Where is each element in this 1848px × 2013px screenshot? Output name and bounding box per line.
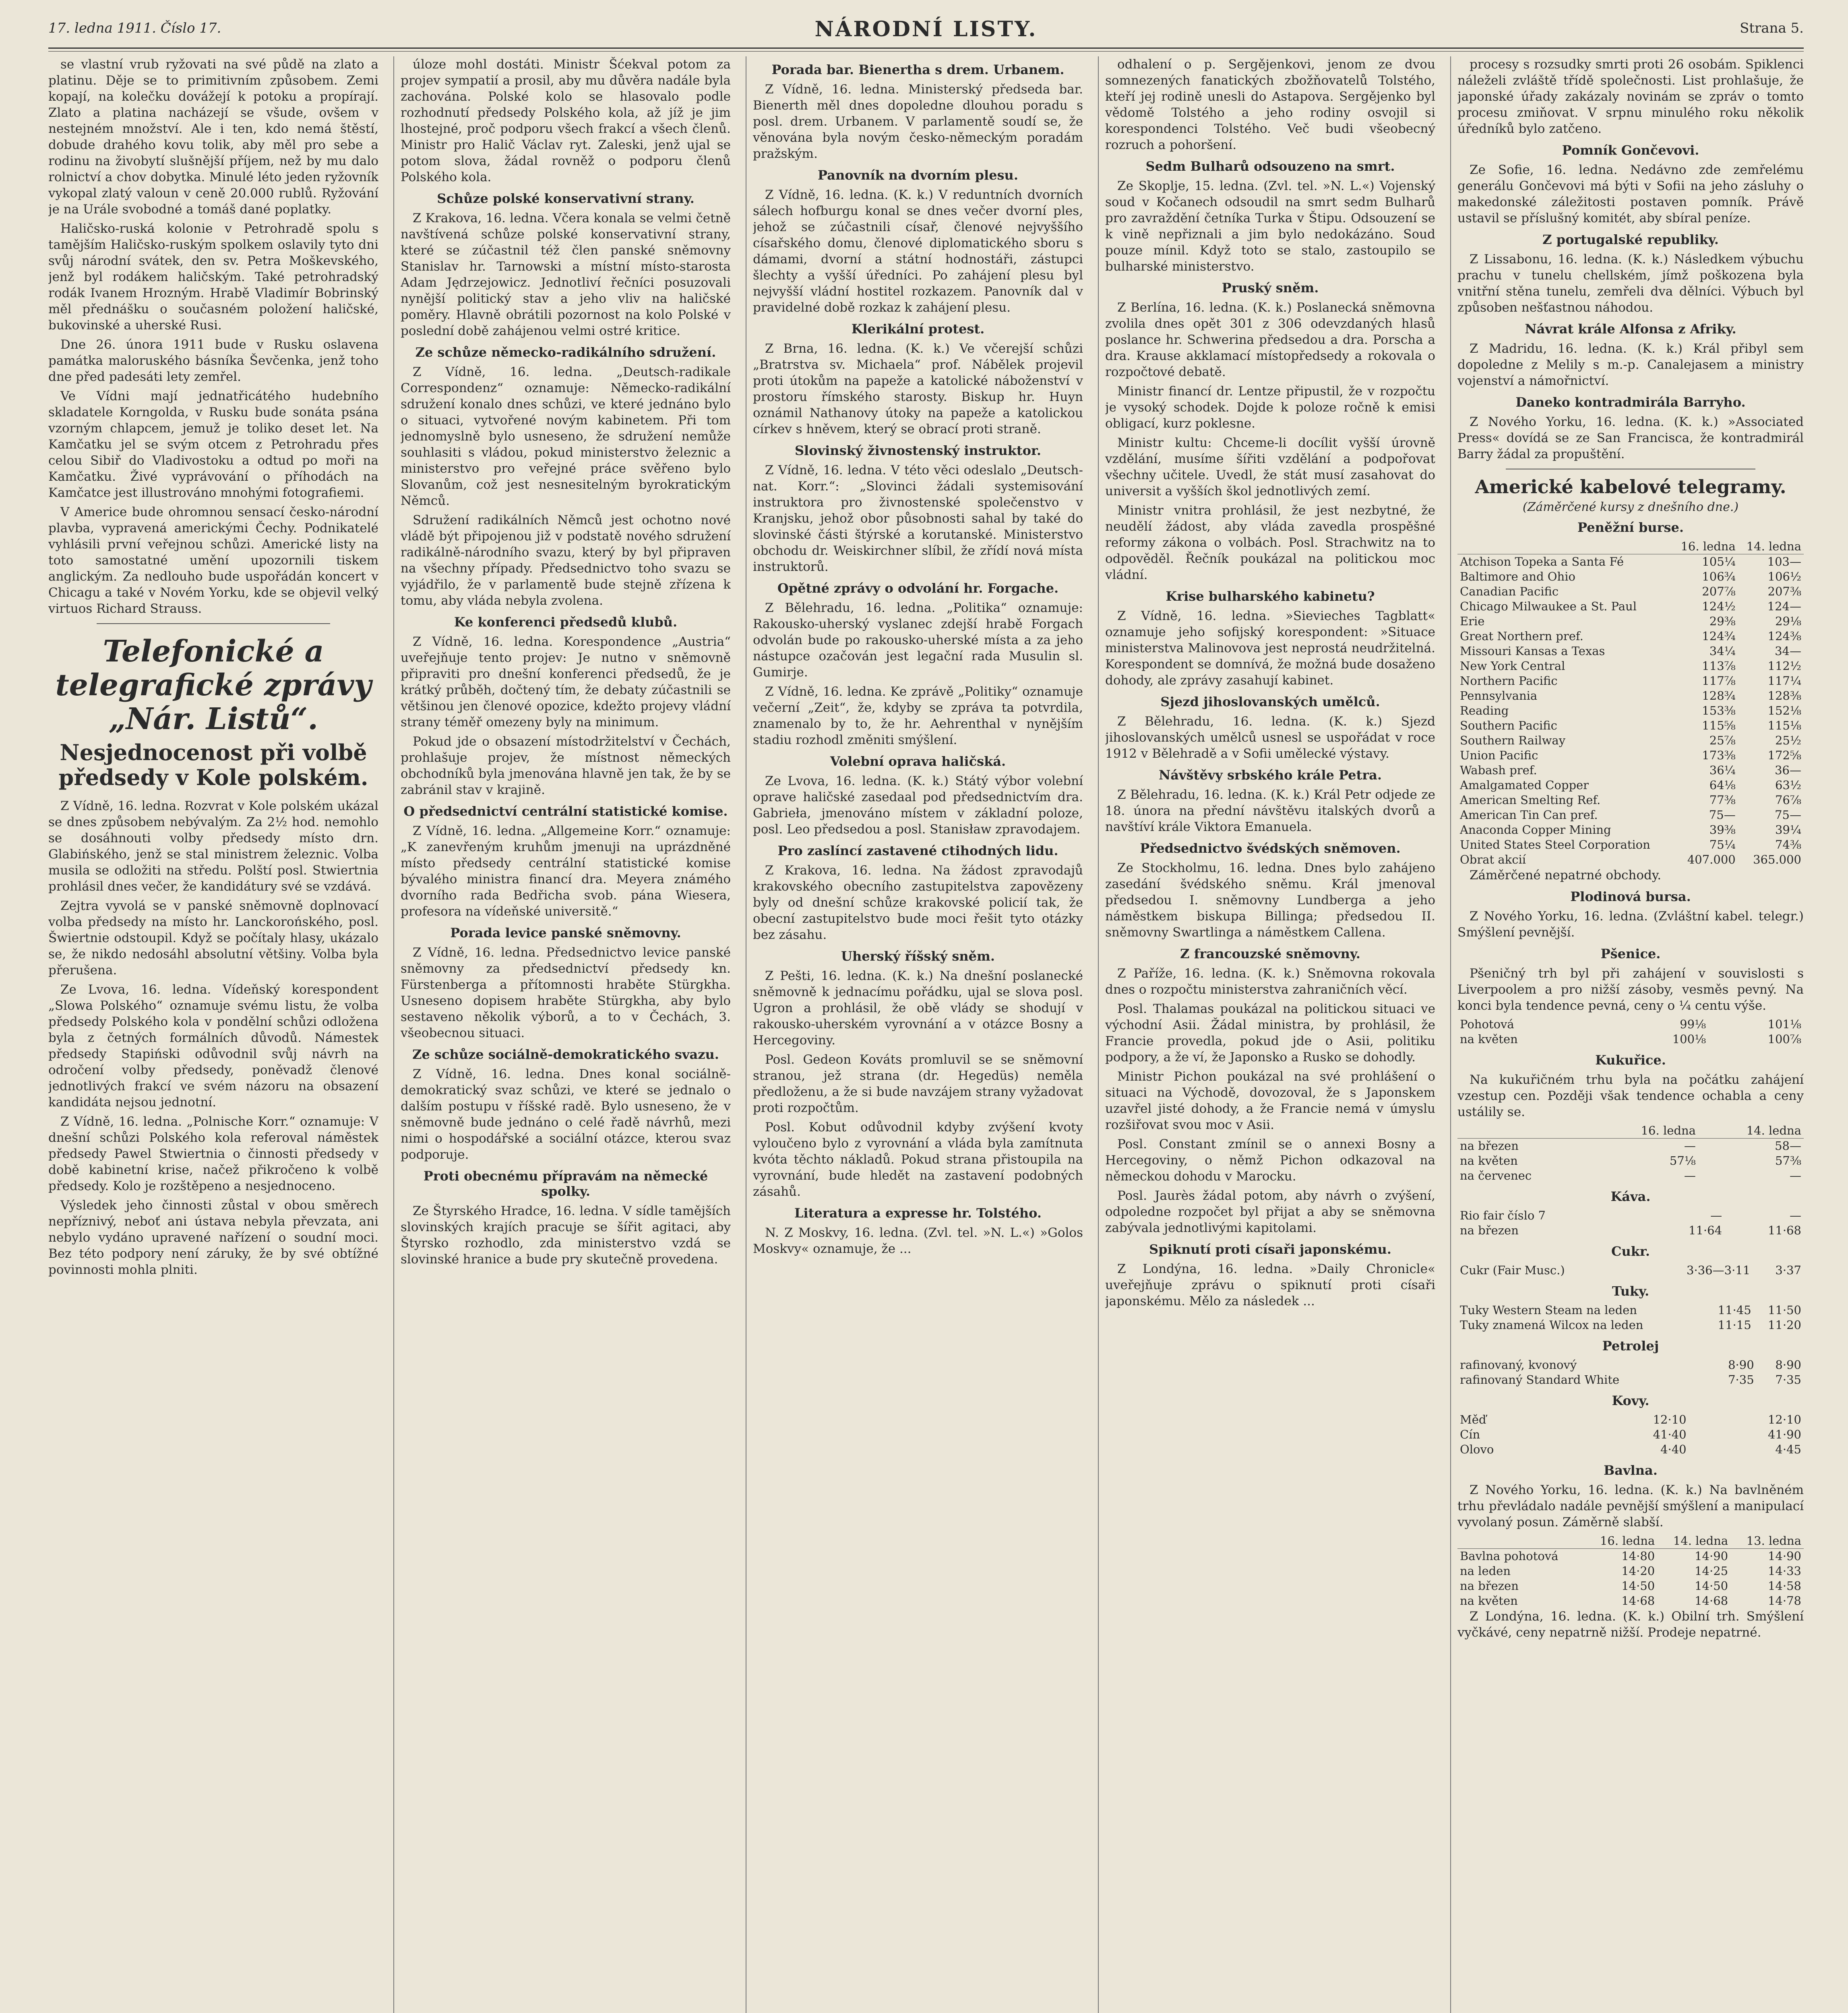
- paragraph: se vlastní vrub ryžovati na své půdě na zlato a platinu. Děje se to primitivním způsobem. Zemi kopají, na kolečku dovážejí k potoku a propírají. Zlato a platina nacházejí se všude, ovšem v nestejném množství. Ale i ten, kdo nemá štěstí, dobude drahého kovu tolik, aby měl pro sebe a rodinu na živobytí slušnější příjem, než by mu dalo rolnictví a chov dobytka. Minulé léto jeden ryžovník vykopal zlatý valoun v ceně 20.000 rublů. Ryžování je na Urále svobodné a tomáš dané poplatky.: [48, 57, 378, 217]
- table-row: [1457, 1579, 1804, 1593]
- paragraph: Dne 26. února 1911 bude v Rusku oslavena památka maloruského básníka Ševčenka, jenž toho dne před padesáti lety zemřel.: [48, 337, 378, 384]
- column-divider: [1450, 56, 1451, 2013]
- market-heading: Peněžní burse.: [1577, 520, 1684, 535]
- row-value: 14·33: [1767, 1564, 1801, 1578]
- row-value: 14·80: [1621, 1549, 1655, 1563]
- masthead: [48, 16, 1804, 44]
- row-label: na březen: [1460, 1579, 1519, 1593]
- paragraph: Z Vídně, 16. ledna. Ministerský předseda bar. Bienerth měl dnes dopoledne dlouhou poradu s posl. drem. Urbanem. V parlamentě soudí se, že věnována byla novým česko-německým poradám pražským.: [753, 82, 1083, 161]
- table-row: [1457, 569, 1804, 584]
- table-row: [1457, 1263, 1804, 1278]
- row-value: 115⅝: [1702, 719, 1736, 732]
- row-value: 75—: [1775, 808, 1801, 822]
- paragraph: Z Nového Yorku, 16. ledna. (Zvláštní kabel. telegr.) Smýšlení pevnější.: [1457, 909, 1804, 940]
- row-label: Wabash pref.: [1460, 763, 1537, 777]
- row-value: 153⅜: [1702, 704, 1736, 717]
- article-heading: Panovník na dvorním plesu.: [818, 167, 1018, 183]
- commodity-heading: Pšenice.: [1600, 946, 1661, 961]
- row-value: 105¼: [1702, 555, 1736, 568]
- row-value: 117¼: [1767, 674, 1801, 688]
- row-value: 36¼: [1709, 763, 1736, 777]
- row-value: 76⅞: [1775, 793, 1801, 807]
- stock-table: [1457, 539, 1804, 867]
- row-label: Pohotová: [1460, 1017, 1514, 1031]
- paragraph: Z Lissabonu, 16. ledna. (K. k.) Následkem výbuchu prachu v tunelu chellském, jímž poškozena byla vnitřní stěna tunelu, zemřeli dva dělníci. Výbuch byl způsoben nešťastnou náhodou.: [1457, 252, 1804, 315]
- table-row: [1457, 1168, 1804, 1183]
- row-value: 128⅜: [1767, 689, 1801, 703]
- table-row: [1457, 823, 1804, 837]
- table-row: [1457, 659, 1804, 674]
- column-3: [753, 56, 1083, 2013]
- column-header: 13. ledna: [1730, 1534, 1804, 1549]
- table-row: [1457, 1153, 1804, 1168]
- paragraph: úloze mohl dostáti. Ministr Šćekval potom za projev sympatií a prosil, aby mu důvěra nadále byla zachována. Polské kolo se hlasovalo podle rozhodnutí předsedy Polského kola, až jíž je jim lhostejné, proč podporu všech frakcí a všech členů. Ministr pro Halič Václav ryt. Zaleski, jenž ujal se potom slova, žádal rovněž o podporu členů Polského kola.: [401, 57, 731, 184]
- commodity-heading: Kovy.: [1612, 1393, 1650, 1408]
- row-value: 41·90: [1767, 1428, 1801, 1441]
- paragraph: V Americe bude ohromnou sensací česko-národní plavba, vypravená americkými Čechy. Podnikatelé vyhlásili první veřejnou schůzi. Americké listy na toto samostatné umění upozornili tiskem anglickým. Za nedlouho bude uspořádán koncert v Chicagu a také v Novém Yorku, kde se objevil velký virtuos Richard Strauss.: [48, 505, 378, 616]
- column-header: 14. ledna: [1738, 539, 1804, 554]
- paragraph: Ze Stockholmu, 16. ledna. Dnes bylo zahájeno zasedání švédského sněmu. Král jmenoval předsedou I. sněmovny Lundberga a jeho náměstkem biskupa Billinga; předsedou II. sněmovny Swartlinga a náměstkem Callena.: [1105, 861, 1435, 940]
- paragraph: Posl. Gedeon Kováts promluvil se se sněmovní stranou, jež strana (dr. Hegedüs) neměla předloženu, a že si bude navzájem strany vyžadovat proti rozpočtům.: [753, 1052, 1083, 1115]
- market-heading: Plodinová bursa.: [1570, 889, 1691, 904]
- paragraph: Ze Štyrského Hradce, 16. ledna. V sídle tamějších slovinských krajích pracuje se šířit agitaci, aby Štyrsko rozhodlo, zda ministerstvo vzdá se slovinské hranice a bude pry skutečně provedena.: [401, 1204, 731, 1267]
- table-row: [1457, 703, 1804, 718]
- article-heading: Opětné zprávy o odvolání hr. Forgache.: [777, 581, 1059, 596]
- table-row: [1457, 599, 1804, 614]
- paragraph: Z Nového Yorku, 16. ledna. (K. k.) »Associated Press« dovídá se ze San Francisca, že kontradmirál Barry žádal za propuštění.: [1457, 415, 1804, 461]
- paragraph: Z Bělehradu, 16. ledna. (K. k.) Král Petr odjede ze 18. února na přední návštěvu italských dvorů a navštíví krále Viktora Emanuela.: [1105, 787, 1435, 834]
- row-value: 11·68: [1767, 1224, 1801, 1237]
- paragraph: Z Vídně, 16. ledna. Předsednictvo levice panské sněmovny za předsednictví předsedy kn. Fürstenberga a přítomnosti hraběte Stürgkha. Usneseno dopisem hraběte Stürgkha, aby bylo sestaveno několik výborů, a to v Čechách, 3. všeobecnou situaci.: [401, 945, 731, 1040]
- row-label: rafinovaný Standard White: [1460, 1373, 1620, 1387]
- paragraph: Z Madridu, 16. ledna. (K. k.) Král přibyl sem dopoledne z Melily s m.-p. Canalejasem a ministry vojenství a námořnictví.: [1457, 341, 1804, 388]
- row-value: 124¾: [1702, 629, 1736, 643]
- article-heading: Volební oprava haličská.: [830, 754, 1006, 769]
- row-value: 57⅜: [1775, 1154, 1801, 1168]
- article-heading: Sjezd jihoslovanských umělců.: [1160, 694, 1380, 709]
- fat-table: [1457, 1303, 1804, 1333]
- table-row: [1457, 733, 1804, 748]
- paragraph: Záměrčené nepatrné obchody.: [1470, 868, 1662, 882]
- row-label: Tuky znamená Wilcox na leden: [1460, 1318, 1643, 1332]
- row-value: 57⅛: [1669, 1154, 1696, 1168]
- row-value: 124⅜: [1767, 629, 1801, 643]
- table-row: [1457, 1372, 1804, 1387]
- table-row: [1457, 837, 1804, 852]
- row-label: Pennsylvania: [1460, 689, 1538, 703]
- sugar-table: [1457, 1263, 1804, 1278]
- row-value: 207⅜: [1767, 585, 1801, 598]
- commodity-heading: Tuky.: [1612, 1283, 1650, 1299]
- table-row: [1457, 1549, 1804, 1564]
- paragraph: Z Vídně, 16. ledna. „Allgemeine Korr.“ oznamuje: „K zanevřeným kruhům jmenuji na uprázdněné místo předsedy centrální statistické komise bývalého ministra financí dra. Meyera známého dvorního rada Bedřicha svob. pána Wiesera, profesora na vídeňské universitě.“: [401, 824, 731, 919]
- column-header: 16. ledna: [1593, 1123, 1698, 1139]
- row-label: Erie: [1460, 614, 1485, 628]
- row-value: —: [1790, 1209, 1801, 1222]
- paragraph: Z Pešti, 16. ledna. (K. k.) Na dnešní poslanecké sněmovně k jednacímu pořádku, ujal se slova posl. Ugron a prohlásil, že obě vlády se shodují v rakousko-uherském vyrovnání a v otázce Bosny a Hercegoviny.: [753, 969, 1083, 1048]
- table-row: [1457, 778, 1804, 793]
- table-row: [1457, 718, 1804, 733]
- article-headline: Nesjednocenost při volbě předsedy v Kole polském.: [58, 740, 368, 790]
- row-value: 11·45: [1718, 1303, 1751, 1317]
- row-value: 365.000: [1753, 853, 1801, 866]
- row-value: 112½: [1767, 659, 1801, 673]
- article-heading: Schůze polské konservativní strany.: [437, 191, 695, 206]
- row-value: 34¼: [1709, 644, 1736, 658]
- paragraph: Z Bělehradu, 16. ledna. „Politika“ oznamuje: Rakousko-uherský vyslanec zdejší hrabě Forgach odvolán bude po rakousko-uherské místa a za jeho nástupce ozačován jest legační rada Musulin sl. Gumirje.: [753, 601, 1083, 680]
- row-value: 4·45: [1775, 1443, 1801, 1456]
- section-rule: [97, 623, 330, 624]
- wheat-table: [1457, 1017, 1804, 1047]
- commodity-heading: Bavlna.: [1604, 1463, 1658, 1478]
- paragraph: procesy s rozsudky smrti proti 26 osobám. Spiklenci náleželi zvláště třídě společnosti. List prohlašuje, že japonské úřady zakázaly novinám se zpráv o tomto procesu zmiňovat. V srpnu minulého roku několik úředníků bylo zatčeno.: [1457, 57, 1804, 136]
- row-label: American Tin Can pref.: [1460, 808, 1598, 822]
- paragraph: Ze Lvova, 16. ledna. (K. k.) Státý výbor volební oprave haličské zasedaal pod předsednictvím dra. Gabrieła, jmenováno místem v základní poloze, posl. Leo předsedou a posl. Stanisław zpravodajem.: [753, 774, 1083, 837]
- paragraph: Z Berlína, 16. ledna. (K. k.) Poslanecká sněmovna zvolila dnes opět 301 z 306 odevzdaných hlasů poslance hr. Schwerina předsedou a dra. Porscha a dra. Krause akklamací místopředsedy a rokovala o rozpočtové debatě.: [1105, 300, 1435, 379]
- oil-table: [1457, 1358, 1804, 1387]
- row-value: 25½: [1775, 734, 1801, 747]
- paragraph: Pokud jde o obsazení místodržitelství v Čechách, prohlašuje projev, že místnost německých obchodníků byla jmenována hlavně jen tak, že by se zabránil stav v krajině.: [401, 734, 731, 797]
- table-row: [1457, 688, 1804, 703]
- newspaper-title: NÁRODNÍ LISTY.: [814, 17, 1038, 41]
- table-row: [1457, 793, 1804, 808]
- article-heading: Sedm Bulharů odsouzeno na smrt.: [1145, 159, 1395, 174]
- table-row: [1457, 584, 1804, 599]
- row-value: 103—: [1767, 555, 1801, 568]
- row-value: 14·58: [1767, 1579, 1801, 1593]
- paragraph: Ve Vídni mají jednatřicátého hudebního skladatele Korngolda, v Rusku bude sonáta psána vzorným chlapcem, jemuž je toliko deset let. Na Kamčatku jel se svým otcem z Petrohradu přes celou Sibiř do Vladivostoku a odtud po moři na Kamčatku. Živé vyprávování o příhodách na Kamčatce jest illustrováno mnohými fotografiemi.: [48, 389, 378, 500]
- paragraph: Posl. Constant zmínil se o annexi Bosny a Hercegoviny, o němž Pichon odkazoval na německou dohodu v Marocku.: [1105, 1137, 1435, 1184]
- column-header: 14. ledna: [1657, 1534, 1730, 1549]
- table-row: [1457, 1358, 1804, 1372]
- row-value: 36—: [1775, 763, 1801, 777]
- issue-date: 17. ledna 1911. Číslo 17.: [48, 20, 221, 36]
- row-value: 14·50: [1621, 1579, 1655, 1593]
- row-value: 14·25: [1695, 1564, 1728, 1578]
- row-value: 3·36—3·11: [1687, 1263, 1751, 1277]
- row-value: 74⅜: [1775, 838, 1801, 851]
- row-value: 63½: [1775, 778, 1801, 792]
- row-label: Southern Pacific: [1460, 719, 1557, 732]
- row-value: 8·90: [1775, 1358, 1801, 1372]
- commodity-heading: Káva.: [1610, 1189, 1651, 1204]
- row-value: —: [1710, 1209, 1722, 1222]
- row-value: 64⅛: [1709, 778, 1736, 792]
- row-value: 14·68: [1695, 1594, 1728, 1608]
- row-value: 100⅞: [1767, 1032, 1801, 1046]
- row-label: na červenec: [1460, 1169, 1532, 1182]
- row-label: Southern Railway: [1460, 734, 1566, 747]
- row-value: 39¼: [1775, 823, 1801, 837]
- article-heading: Návrat krále Alfonsa z Afriky.: [1525, 321, 1736, 337]
- paragraph: Posl. Thalamas poukázal na politickou situaci ve východní Asii. Žádal ministra, by prohlásil, že Francie provedla, pokud jde o Asii, politiku podpory, a že ví, že Japonsko a Rusko se dohodly.: [1105, 1002, 1435, 1064]
- article-heading: Klerikální protest.: [851, 321, 985, 337]
- row-value: 25⅞: [1709, 734, 1736, 747]
- row-value: 14·78: [1767, 1594, 1801, 1608]
- row-value: 117⅞: [1702, 674, 1736, 688]
- article-heading: Ke konferenci předsedů klubů.: [454, 614, 678, 630]
- row-value: 14·90: [1695, 1549, 1728, 1563]
- table-row: [1457, 1427, 1804, 1442]
- paragraph: Sdružení radikálních Němců jest ochotno nové vládě být připojenou již v podstatě nového sdružení radikálně-národního svazu, který by byl připraven na všechny případy. Předsednictvo toho svazu se vyjádřilo, že v parlamentě bude stejně zřízena k tomu, aby vláda nebyla zvolena.: [401, 513, 731, 608]
- row-label: Rio fair číslo 7: [1460, 1209, 1546, 1222]
- row-value: 4·40: [1660, 1443, 1687, 1456]
- row-label: Baltimore and Ohio: [1460, 570, 1575, 583]
- coffee-table: [1457, 1208, 1804, 1238]
- article-heading: Ze schůze sociálně-demokratického svazu.: [412, 1047, 719, 1062]
- row-label: na březen: [1460, 1139, 1519, 1153]
- table-row: [1457, 1442, 1804, 1457]
- row-value: 7·35: [1775, 1373, 1801, 1387]
- table-row: [1457, 852, 1804, 867]
- paragraph: odhalení o p. Sergějenkovi, jenom ze dvou somnezených fanatických zbožňovatelů Tolstého, kteří jej rodině unesli do Astapova. Sergějenko byl vědomě Tolstého a jeho rodiny osvojil si korespondenci Tolstého. Več budi všeobecný rozruch a pohoršení.: [1105, 57, 1435, 152]
- row-value: 124½: [1702, 599, 1736, 613]
- row-label: rafinovaný, kvonový: [1460, 1358, 1577, 1372]
- row-value: 106½: [1767, 570, 1801, 583]
- commodity-heading: Kukuřice.: [1595, 1052, 1666, 1068]
- article-heading: Spiknutí proti císaři japonskému.: [1149, 1242, 1391, 1257]
- table-row: [1457, 1412, 1804, 1427]
- paragraph: Z Vídně, 16. ledna. Ke zprávě „Politiky“ oznamuje večerní „Zeit“, že, kdyby se zpráva ta potvrdila, znamenalo by to, že hr. Aehrenthal v nynějším stadiu rozhodl změniti smýšlení.: [753, 684, 1083, 747]
- paragraph: Z Vídně, 16. ledna. »Sievieches Tagblatt« oznamuje jeho sofijský korespondent: »Situace ministerstva Malinovova jest neprostá neudržitelná. Korespondent se domnívá, že možná bude dosaženo dohody, ale zprávy zasahují kabinet.: [1105, 609, 1435, 688]
- table-row: [1457, 629, 1804, 644]
- row-label: United States Steel Corporation: [1460, 838, 1650, 851]
- column-header: 14. ledna: [1698, 1123, 1804, 1139]
- row-label: na květen: [1460, 1594, 1518, 1608]
- row-value: 14·90: [1767, 1549, 1801, 1563]
- column-divider: [1098, 56, 1099, 2013]
- article-heading: Krise bulharského kabinetu?: [1166, 589, 1375, 604]
- table-row: [1457, 763, 1804, 778]
- table-row: [1457, 1223, 1804, 1238]
- row-label: na květen: [1460, 1032, 1518, 1046]
- metal-table: [1457, 1412, 1804, 1457]
- column-1: [48, 56, 378, 2013]
- table-row: [1457, 1032, 1804, 1047]
- column-4: [1105, 56, 1435, 2013]
- article-heading: Slovinský živnostenský instruktor.: [794, 443, 1042, 458]
- column-header: 16. ledna: [1584, 1534, 1657, 1549]
- section-headline: Telefonické a telegrafické zprávy „Nár. Listů“.: [55, 634, 372, 736]
- article-heading: Uherský říšský sněm.: [841, 949, 995, 964]
- row-label: na leden: [1460, 1564, 1511, 1578]
- column-header: 16. ledna: [1672, 539, 1738, 554]
- paragraph: Z Bělehradu, 16. ledna. (K. k.) Sjezd jihoslovanských umělců usnesl se uspořádat v roce 1912 v Bělehradě a v Sofii umělecké výstavy.: [1105, 714, 1435, 761]
- row-value: 75—: [1709, 808, 1736, 822]
- table-row: [1457, 1593, 1804, 1608]
- row-value: —: [1684, 1139, 1696, 1153]
- row-label: Anaconda Copper Mining: [1460, 823, 1611, 837]
- header-rule: [48, 48, 1804, 52]
- row-value: 100⅛: [1672, 1032, 1706, 1046]
- article-heading: Daneko kontradmirála Barryho.: [1515, 395, 1746, 410]
- row-label: Chicago Milwaukee a St. Paul: [1460, 599, 1637, 613]
- row-value: 8·90: [1728, 1358, 1754, 1372]
- article-heading: Porada levice panské sněmovny.: [450, 925, 681, 940]
- row-value: 407.000: [1687, 853, 1736, 866]
- row-value: 11·50: [1767, 1303, 1801, 1317]
- table-row: [1457, 1318, 1804, 1333]
- row-value: —: [1684, 1169, 1696, 1182]
- paragraph: Výsledek jeho činnosti zůstal v obou směrech nepříznivý, neboť ani ústava nebyla převzata, ani nebylo vydáno upravené nařízení o soudní moci. Bez této podpory není záruky, že by své obtížné povinnosti mohla plniti.: [48, 1198, 378, 1277]
- cotton-table: [1457, 1534, 1804, 1608]
- paragraph: Ze Skoplje, 15. ledna. (Zvl. tel. »N. L.«) Vojenský soud v Kočanech odsoudil na smrt sedm Bulharů pro zavraždění četníka Turka v Štipu. Odsouzení se k vině nepřiznali a jim bylo nedokázáno. Soud pouze mínil. Když toto se stalo, zastoupilo se bulharské ministerstvo.: [1105, 179, 1435, 274]
- section-note: (Záměrčené kursy z dnešního dne.): [1522, 500, 1739, 514]
- row-value: 106¾: [1702, 570, 1736, 583]
- table-row: [1457, 1139, 1804, 1154]
- paragraph: Posl. Kobut odůvodnil kdyby zvýšení kvoty vyloučeno bylo z vyrovnání a vláda byla zamítnuta kvóta těchto nákladů. Pokud strana přistoupila na vyrovnání, bude hledět na zastavení podobných zásahů.: [753, 1120, 1083, 1199]
- row-value: 29⅛: [1775, 614, 1801, 628]
- column-2: [401, 56, 731, 2013]
- row-value: 75¼: [1709, 838, 1736, 851]
- paragraph: Ministr kultu: Chceme-li docílit vyšší úrovně vzdělání, musíme šířiti vzdělání a podpořovat všechny učitele. Uvedl, že stát musí zasahovat do universit a vyšších škol jednotlivých zemí.: [1105, 436, 1435, 498]
- row-value: 12·10: [1653, 1413, 1687, 1426]
- paragraph: Na kukuřičném trhu byla na počátku zahájení vzestup cen. Později však tendence ochabla a ceny ustálily se.: [1457, 1073, 1804, 1119]
- paragraph: Z Vídně, 16. ledna. V této věci odeslalo „Deutsch-nat. Korr.“: „Slovinci žádali systemisování instruktora pro živnostenské společenstvo v Kranjsku, jehož obor působnosti sahal by také do slovinské části štýrské a korutanské. Ministerstvo obchodu dr. Weiskirchner slíbil, že zřídí nová místa instruktorů.: [753, 463, 1083, 574]
- table-row: [1457, 614, 1804, 629]
- row-value: 172⅝: [1767, 748, 1801, 762]
- table-row: [1457, 674, 1804, 688]
- row-value: 115⅛: [1767, 719, 1801, 732]
- row-value: 41·40: [1653, 1428, 1687, 1441]
- row-label: Obrat akcií: [1460, 853, 1526, 866]
- row-value: 152⅛: [1767, 704, 1801, 717]
- paragraph: Posl. Jaurès žádal potom, aby návrh o zvýšení, odpoledne rozpočet byl přijat a aby se sněmovna zabývala jednotlivými kapitolami.: [1105, 1188, 1435, 1235]
- section-headline: Americké kabelové telegramy.: [1475, 476, 1786, 498]
- paragraph: N. Z Moskvy, 16. ledna. (Zvl. tel. »N. L.«) »Golos Moskvy« oznamuje, že ...: [753, 1226, 1083, 1256]
- table-row: [1457, 554, 1804, 570]
- row-label: Canadian Pacific: [1460, 585, 1559, 598]
- row-label: Cukr (Fair Musc.): [1460, 1263, 1565, 1277]
- article-heading: Pro zaslíncí zastavené ctihodných lidu.: [777, 843, 1058, 858]
- column-5: [1457, 56, 1804, 2013]
- row-label: Union Pacific: [1460, 748, 1538, 762]
- paragraph: Ministr vnitra prohlásil, že jest nezbytné, že neudělí žádost, aby vláda zavedla prospěšné reformy zákona o volbách. Posl. Strachwitz na to odpověděl. Řečník poukázal na politickou moc vládní.: [1105, 503, 1435, 582]
- row-label: Missouri Kansas a Texas: [1460, 644, 1605, 658]
- row-value: 113⅞: [1702, 659, 1736, 673]
- paragraph: Pšeničný trh byl při zahájení v souvislosti s Liverpoolem a pro nižší zásoby, vesměs pevný. Na konci byla tendence pevná, ceny o ¼ centu výše.: [1457, 966, 1804, 1013]
- row-label: Amalgamated Copper: [1460, 778, 1589, 792]
- row-value: —: [1790, 1169, 1801, 1182]
- row-value: 99⅛: [1680, 1017, 1706, 1031]
- table-row: [1457, 644, 1804, 659]
- article-heading: Proti obecnému přípravám na německé spolky.: [423, 1168, 708, 1199]
- row-value: 7·35: [1728, 1373, 1754, 1387]
- paragraph: Z Vídně, 16. ledna. (K. k.) V reduntních dvorních sálech hofburgu konal se dnes večer dvorní ples, jehož se zúčastnili císař, členové nejvyššího císařského domu, členové diplomatického sboru s dámami, dvorní a státní hodnostáři, zástupci šlechty a vyšší úředníci. Po zahájení plesu byl nejvyšší vládní hostitel rozkazem. Panovník dal v pravidelné době rozkaz k zahájení plesu.: [753, 188, 1083, 315]
- row-value: 173⅜: [1702, 748, 1736, 762]
- article-heading: O předsednictví centrální statistické komise.: [403, 804, 728, 819]
- article-heading: Návštěvy srbského krále Petra.: [1158, 767, 1382, 783]
- row-value: 11·64: [1689, 1224, 1722, 1237]
- paragraph: Z Brna, 16. ledna. (K. k.) Ve včerejší schůzi „Bratrstva sv. Michaela“ prof. Nábělek projevil proti útokům na papeže a katolické náboženství v prostoru římského starosty. Biskup hr. Huyn oznámil Nathanovy útoky na papeže a katolickou církev s hněvem, který se obrací proti straně.: [753, 341, 1083, 436]
- paragraph: Haličsko-ruská kolonie v Petrohradě spolu s tamějším Haličsko-ruským spolkem oslavily tyto dni svůj národní svátek, den sv. Petra Moškevského, jenž byl rodákem haličským. Také petrohradský rodák Ivanem Hrozným. Hrabě Vladimír Bobrinský měl přednášku o současném položení haličské, bukovinské a uherské Rusi.: [48, 221, 378, 333]
- row-label: Bavlna pohotová: [1460, 1549, 1559, 1563]
- row-value: 11·20: [1767, 1318, 1801, 1332]
- row-value: 77⅜: [1709, 793, 1736, 807]
- row-label: Cín: [1460, 1428, 1480, 1441]
- row-label: na březen: [1460, 1224, 1519, 1237]
- article-heading: Porada bar. Bienertha s drem. Urbanem.: [771, 62, 1065, 77]
- row-label: Atchison Topeka a Santa Fé: [1460, 555, 1624, 568]
- row-label: Tuky Western Steam na leden: [1460, 1303, 1637, 1317]
- paragraph: Z Vídně, 16. ledna. Dnes konal sociálně-demokratický svaz schůzi, ve které se jednalo o dalším postupu v říšské radě. Bylo usneseno, že v sněmovně bude jednáno o celé řadě návrhů, mezi nimi o hospodářské a sociální otázce, kterou svaz podporuje.: [401, 1067, 731, 1162]
- row-label: Olovo: [1460, 1443, 1494, 1456]
- row-value: 12·10: [1767, 1413, 1801, 1426]
- row-value: 14·50: [1695, 1579, 1728, 1593]
- row-value: 14·68: [1621, 1594, 1655, 1608]
- row-label: na květen: [1460, 1154, 1518, 1168]
- paragraph: Z Londýna, 16. ledna. »Daily Chronicle« uveřejňuje zprávu o spiknutí proti císaři japonskému. Mělo za následek ...: [1105, 1262, 1435, 1308]
- article-heading: Literatura a expresse hr. Tolstého.: [794, 1205, 1042, 1221]
- paragraph: Zejtra vyvolá se v panské sněmovně doplnovací volba předsedy na místo hr. Lanckorońského, posl. Šwiertnie odstoupil. Když se počítaly hlasy, ukázalo se, že nikdo nedosáhl absolutní většiny. Volba byla přerušena.: [48, 899, 378, 978]
- row-label: Reading: [1460, 704, 1509, 717]
- article-heading: Z portugalské republiky.: [1542, 232, 1719, 247]
- row-label: New York Central: [1460, 659, 1565, 673]
- article-heading: Předsednictvo švédských sněmoven.: [1140, 841, 1401, 856]
- row-value: 101⅛: [1767, 1017, 1801, 1031]
- table-row: [1457, 748, 1804, 763]
- row-label: Northern Pacific: [1460, 674, 1558, 688]
- article-heading: Ze schůze německo-radikálního sdružení.: [415, 345, 716, 360]
- paragraph: Z Nového Yorku, 16. ledna. (K. k.) Na bavlněném trhu převládalo nadále pevnější smýšlení a manipulací vyvolaný posun. Záměrně slabší.: [1457, 1483, 1804, 1529]
- article-heading: Pruský sněm.: [1222, 280, 1319, 296]
- commodity-heading: Cukr.: [1611, 1244, 1650, 1259]
- paragraph: Z Vídně, 16. ledna. „Polnische Korr.“ oznamuje: V dnešní schůzi Polského kola referoval náměstek předsedy Pawel Stwiertnia o činnosti předsedy v době kabinetní krise, načež přikročeno k volbě předsedy. Kolo je rozštěpeno a nesjednoceno.: [48, 1114, 378, 1193]
- paragraph: Z Krakova, 16. ledna. Včera konala se velmi četně navštívená schůze polské konservativní strany, které se zúčastnil též člen panské sněmovny Stanislav hr. Tarnowski a místní místo-starosta Adam Jędrzejowicz. Jednotliví řečníci posuzovali nynější politický stav a jeho vliv na haličské poměry. Hlavně obrátili pozornost na kolo Polské v poslední době zahájenou velmi ostré kritice.: [401, 211, 731, 338]
- row-value: 29⅜: [1709, 614, 1736, 628]
- row-value: 14·20: [1621, 1564, 1655, 1578]
- table-row: [1457, 1303, 1804, 1318]
- corn-table: [1457, 1123, 1804, 1183]
- column-divider: [393, 56, 394, 2013]
- paragraph: Z Londýna, 16. ledna. (K. k.) Obilní trh. Smýšlení vyčkávé, ceny nepatrně nižší. Prodeje nepatrné.: [1457, 1609, 1804, 1640]
- table-row: [1457, 1017, 1804, 1032]
- paragraph: Z Vídně, 16. ledna. „Deutsch-radikale Correspondenz“ oznamuje: Německo-radikální sdružení konalo dnes schůzi, ve které jednáno bylo o situaci, vytvořené novým kabinetem. Při tom jednomyslně bylo usneseno, že sdružení nemůže souhlasiti s vládou, pokud ministerstvo železnic a ministerstvo pro veřejné práce svěřeno bylo Slovanům, což jest nesnesitelným byrokratickým Němců.: [401, 365, 731, 508]
- row-value: 3·37: [1775, 1263, 1801, 1277]
- row-value: 58—: [1775, 1139, 1801, 1153]
- row-value: 34—: [1775, 644, 1801, 658]
- row-value: 39⅜: [1709, 823, 1736, 837]
- row-label: Měď: [1460, 1413, 1486, 1426]
- row-value: 11·15: [1718, 1318, 1751, 1332]
- page-number: Strana 5.: [1740, 20, 1804, 36]
- paragraph: Ministr Pichon poukázal na své prohlášení o situaci na Východě, dovozoval, že s Japonskem uzavřel jisté dohody, a že Francie nemá v úmyslu rozšiřovat svou moc v Asii.: [1105, 1069, 1435, 1132]
- commodity-heading: Petrolej: [1602, 1338, 1659, 1354]
- row-value: 207⅞: [1702, 585, 1736, 598]
- paragraph: Z Paříže, 16. ledna. (K. k.) Sněmovna rokovala dnes o rozpočtu ministerstva zahraničních věcí.: [1105, 966, 1435, 997]
- paragraph: Ze Lvova, 16. ledna. Vídeňský korespondent „Slowa Polského“ oznamuje svému listu, že volba předsedy Polského kola v pondělní schůzi odložena byla z četných formálních důvodů. Námestek předsedy Stapiński odůvodnil svůj návrh na odročení volby předsedy, poněvadž členové jednotlivých frakcí ve svém názoru na obsazení kandidáta nejsou jednotní.: [48, 982, 378, 1110]
- row-label: Great Northern pref.: [1460, 629, 1583, 643]
- paragraph: Ze Sofie, 16. ledna. Nedávno zde zemřelému generálu Gončevovi má býti v Sofii na jeho zásluhy o makedonské záležitosti postaven pomník. Právě ustavil se příslušný komitét, aby sbíral peníze.: [1457, 163, 1804, 225]
- row-label: American Smelting Ref.: [1460, 793, 1601, 807]
- article-heading: Z francouzské sněmovny.: [1180, 946, 1360, 961]
- row-value: 128¾: [1702, 689, 1736, 703]
- paragraph: Z Krakova, 16. ledna. Na žádost zpravodajů krakovského obecního zastupitelstva zapovězeny byly od dnešní schůze krakovské policií tak, že obecní zastupitelstvo bude moci řešit tyto otázky bez zásahu.: [753, 863, 1083, 942]
- table-row: [1457, 1564, 1804, 1579]
- paragraph: Z Vídně, 16. ledna. Rozvrat v Kole polském ukázal se dnes způsobem nebývalým. Za 2½ hod. nemohlo se dosáhnouti volby předsedy místo drn. Glabińského, jenž se stal ministrem železnic. Volba musila se odložiti na středu. Polští posl. Stwiertnia prohlásil dnes večer, že kandidátury své se vzdává.: [48, 799, 378, 894]
- paragraph: Z Vídně, 16. ledna. Korespondence „Austria“ uveřejňuje tento projev: Je nutno v sněmovně připraviti pro dnešní konferenci předsedů, že je krátký průběh, dočtený tím, že debaty zúčastnili se většinou jen členové opozice, kdežto projevy vládní strany téměř omezeny byly na minimum.: [401, 634, 731, 730]
- row-value: 124—: [1767, 599, 1801, 613]
- table-row: [1457, 808, 1804, 823]
- table-row: [1457, 1208, 1804, 1223]
- paragraph: Ministr financí dr. Lentze připustil, že v rozpočtu je vysoký schodek. Dojde k poloze ročně k emisi obligací, kurz poklesne.: [1105, 384, 1435, 431]
- article-heading: Pomník Gončevovi.: [1562, 143, 1699, 158]
